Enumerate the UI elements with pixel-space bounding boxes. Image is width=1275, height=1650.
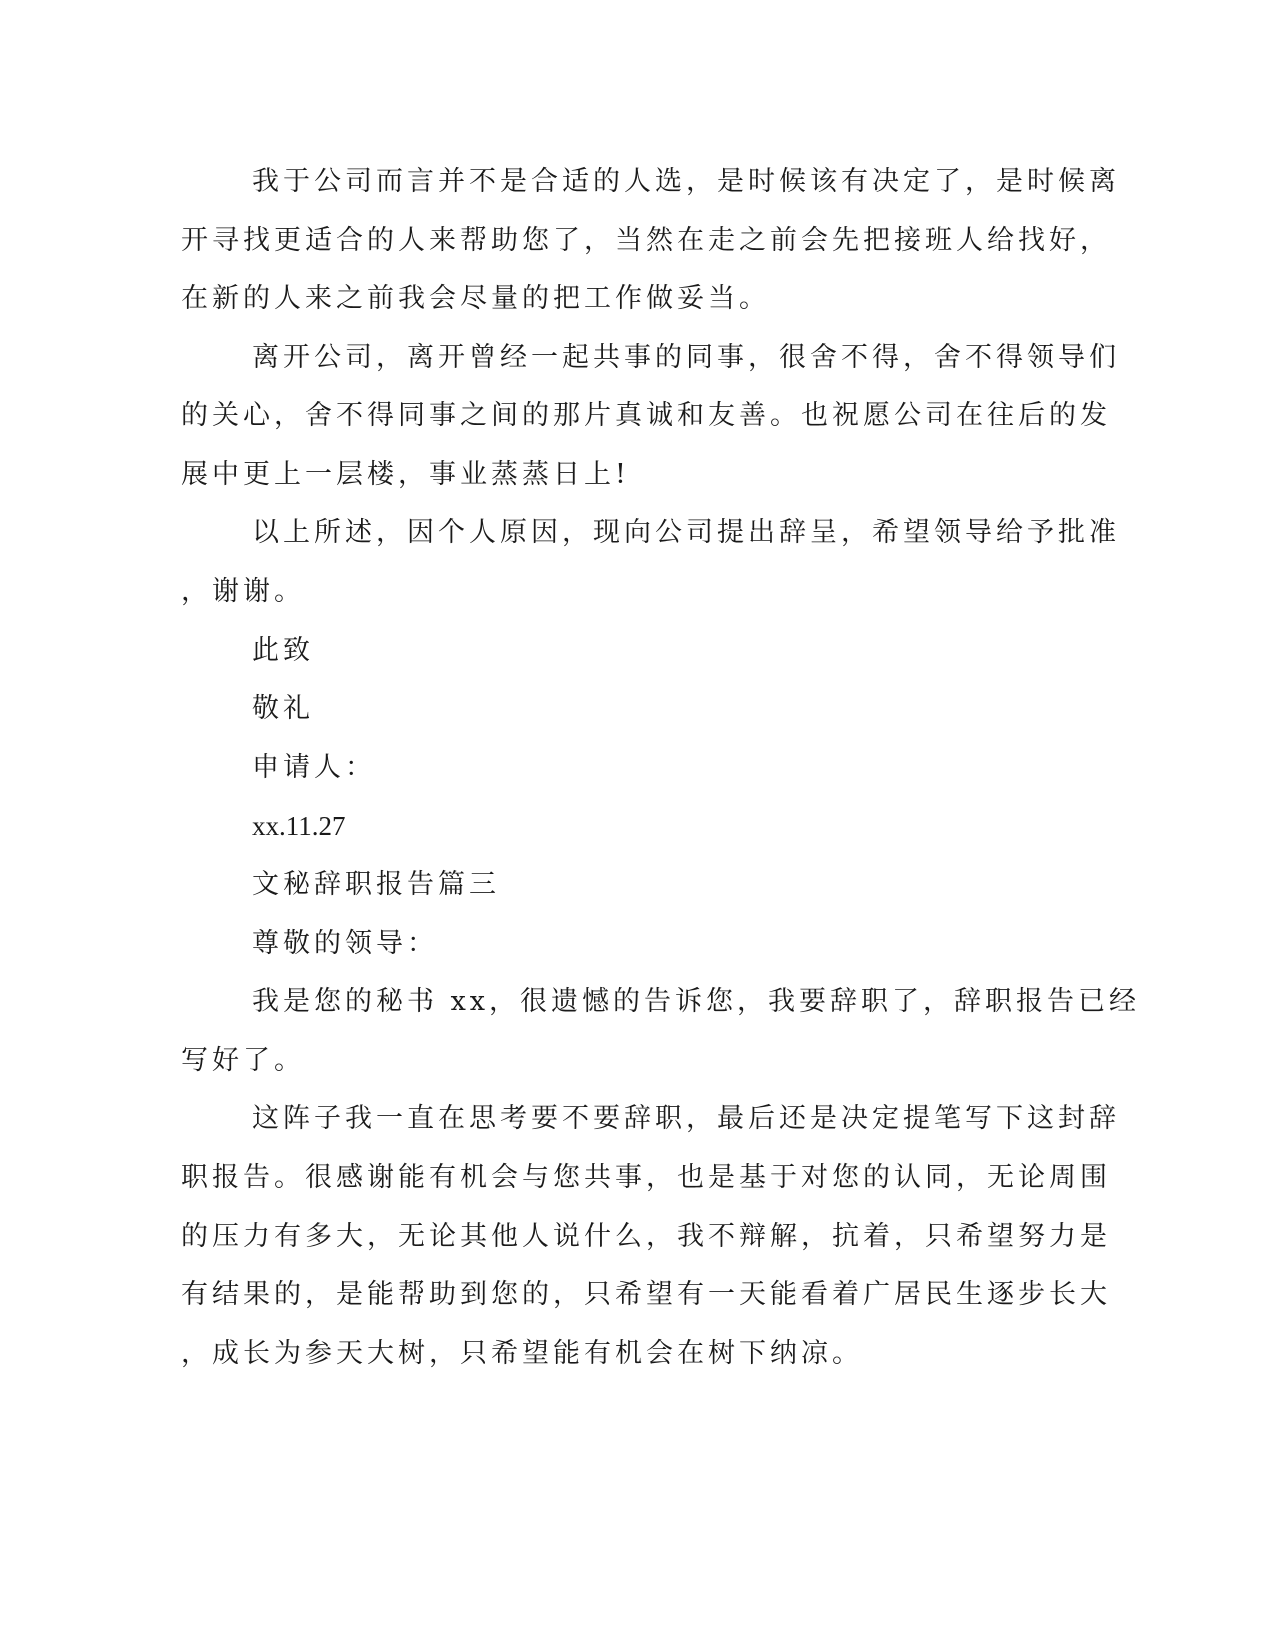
text-line: 这阵子我一直在思考要不要辞职，最后还是决定提笔写下这封辞 [252, 1103, 1120, 1134]
text-line: ，成长为参天大树，只希望能有机会在树下纳凉。 [181, 1338, 863, 1369]
text-line: 在新的人来之前我会尽量的把工作做妥当。 [181, 283, 770, 314]
text-line: 的压力有多大，无论其他人说什么，我不辩解，抗着，只希望努力是 [181, 1221, 1111, 1252]
text-line: ，谢谢。 [181, 576, 305, 607]
text-line: 以上所述，因个人原因，现向公司提出辞呈，希望领导给予批准 [252, 517, 1120, 548]
text-line: 的关心，舍不得同事之间的那片真诚和友善。也祝愿公司在往后的发 [181, 400, 1111, 431]
applicant-label: 申请人： [252, 752, 376, 783]
closing-salutation: 此致 [252, 635, 314, 666]
text-line: 离开公司，离开曾经一起共事的同事，很舍不得，舍不得领导们 [252, 342, 1120, 373]
closing-regards: 敬礼 [252, 693, 314, 724]
text-line: 我是您的秘书 xx，很遗憾的告诉您，我要辞职了，辞职报告已经 [252, 986, 1141, 1017]
text-line: 有结果的，是能帮助到您的，只希望有一天能看着广居民生逐步长大 [181, 1279, 1111, 1310]
date: xx.11.27 [252, 811, 346, 841]
salutation: 尊敬的领导： [252, 928, 438, 959]
text-line: 展中更上一层楼，事业蒸蒸日上! [181, 459, 630, 490]
text-line: 开寻找更适合的人来帮助您了，当然在走之前会先把接班人给找好， [181, 225, 1111, 256]
text-line: 我于公司而言并不是合适的人选，是时候该有决定了，是时候离 [252, 166, 1120, 197]
text-line: 写好了。 [181, 1045, 305, 1076]
section-title: 文秘辞职报告篇三 [252, 869, 500, 900]
text-line: 职报告。很感谢能有机会与您共事，也是基于对您的认同，无论周围 [181, 1162, 1111, 1193]
